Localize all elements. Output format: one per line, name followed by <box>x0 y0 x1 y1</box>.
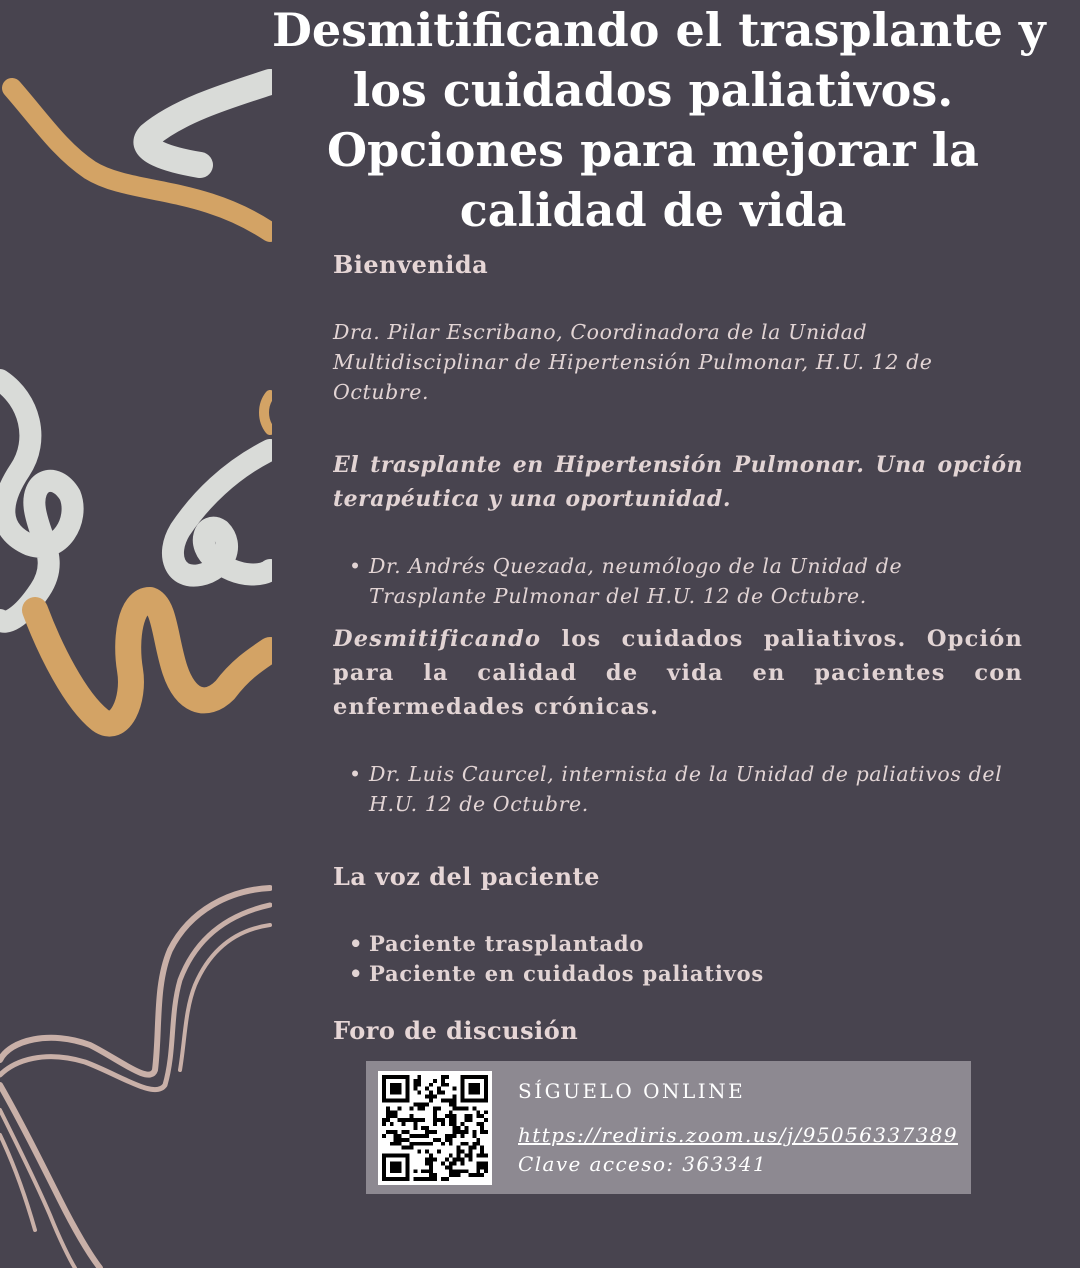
talk1-title <box>333 448 1023 516</box>
welcome-speaker <box>333 317 1023 407</box>
talk1-speaker-item <box>369 551 1023 611</box>
rose-heart-2 <box>0 905 270 1090</box>
talk2-speaker-line: H.U. 12 de Octubre. <box>369 792 589 816</box>
list-item: • Paciente trasplantado <box>369 929 1023 959</box>
talk1-speaker-line: Trasplante Pulmonar del H.U. 12 de Octubre. <box>369 584 867 608</box>
silver-curl-left <box>0 380 73 622</box>
talk2-title <box>333 622 1023 724</box>
silver-swoosh-top <box>146 82 270 165</box>
gold-swoosh-top <box>12 88 270 232</box>
rose-heart-3 <box>180 925 270 1070</box>
talk2-speaker-item <box>369 759 1023 819</box>
gold-hook <box>264 395 270 430</box>
talk1-title-line: El trasplante en Hipertensión Pulmonar. Una opción <box>333 452 1023 478</box>
welcome-speaker-line: Dra. Pilar Escribano, Coordinadora de la Unidad <box>333 320 868 344</box>
title-line: calidad de vida <box>459 183 847 237</box>
online-info-box <box>366 1061 971 1194</box>
patient-voice-heading: La voz del paciente <box>333 862 600 891</box>
online-heading: SÍGUELO ONLINE <box>518 1079 746 1103</box>
talk2-title-italic: Desmitificando <box>333 626 542 652</box>
forum-heading: Foro de discusión <box>333 1016 579 1045</box>
zoom-link[interactable]: https://rediris.zoom.us/j/95056337389 <box>518 1123 958 1147</box>
talk2-title-line: enfermedades crónicas. <box>333 694 660 720</box>
welcome-speaker-line: Octubre. <box>333 380 430 404</box>
talk2-speaker-line: • Dr. Luis Caurcel, internista de la Unidad de paliativos del <box>369 762 1003 786</box>
talk2-title-line: para la calidad de vida en pacientes con <box>333 660 1023 686</box>
talk2-title-rest: los cuidados paliativos. Opción <box>541 626 1023 652</box>
rose-heart-5 <box>0 1110 75 1268</box>
title-line: Desmitificando el trasplante y <box>272 3 1046 57</box>
rose-heart-1 <box>0 888 270 1075</box>
title-line: Opciones para mejorar la <box>327 123 979 177</box>
silver-curl-right <box>173 450 270 576</box>
title-line: los cuidados paliativos. <box>352 63 954 117</box>
patient-voice-list <box>333 929 1023 989</box>
rose-heart-4 <box>0 1085 100 1268</box>
talk1-speaker-line: • Dr. Andrés Quezada, neumólogo de la Unidad de <box>369 554 903 578</box>
talk1-title-line: terapéutica y una oportunidad. <box>333 486 732 512</box>
welcome-heading: Bienvenida <box>333 250 489 279</box>
decorative-art <box>0 0 272 1268</box>
page-title <box>272 0 1046 240</box>
access-code: Clave acceso: 363341 <box>518 1152 768 1176</box>
welcome-speaker-line: Multidisciplinar de Hipertensión Pulmonar, H.U. 12 de <box>333 350 933 374</box>
talk1-speaker <box>333 551 1023 611</box>
qr-code-icon[interactable] <box>378 1071 492 1185</box>
talk2-speaker <box>333 759 1023 819</box>
list-item: • Paciente en cuidados paliativos <box>369 959 1023 989</box>
gold-loop <box>35 600 270 724</box>
qr-code-graphic <box>378 1071 492 1185</box>
talk2-title-line <box>333 622 1023 656</box>
